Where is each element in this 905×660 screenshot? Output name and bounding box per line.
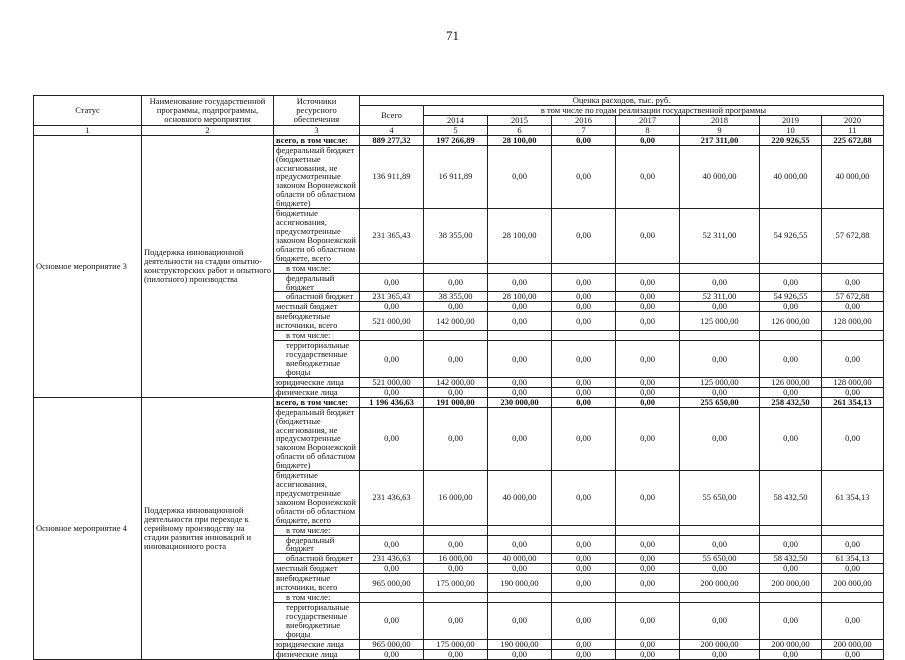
value-cell: 0,00 [616, 273, 680, 292]
header-year: 2014 [424, 115, 488, 125]
value-cell: 0,00 [616, 397, 680, 407]
source-cell: внебюджетные источники, всего [274, 574, 360, 593]
value-cell: 231 436,63 [360, 471, 424, 526]
column-index: 5 [424, 125, 488, 135]
value-cell: 0,00 [424, 535, 488, 554]
value-cell: 0,00 [616, 603, 680, 640]
value-cell: 0,00 [360, 603, 424, 640]
value-cell [488, 593, 552, 603]
value-cell: 0,00 [552, 312, 616, 331]
value-cell: 0,00 [680, 649, 760, 659]
value-cell: 197 266,89 [424, 135, 488, 145]
value-cell: 0,00 [360, 302, 424, 312]
value-cell: 225 672,88 [822, 135, 884, 145]
value-cell: 175 000,00 [424, 639, 488, 649]
value-cell: 0,00 [760, 564, 822, 574]
value-cell: 0,00 [360, 649, 424, 659]
column-index: 6 [488, 125, 552, 135]
value-cell: 125 000,00 [680, 312, 760, 331]
value-cell: 191 000,00 [424, 397, 488, 407]
value-cell: 16 911,89 [424, 145, 488, 208]
value-cell: 40 000,00 [822, 145, 884, 208]
value-cell: 128 000,00 [822, 377, 884, 387]
value-cell: 126 000,00 [760, 312, 822, 331]
value-cell: 58 432,50 [760, 471, 822, 526]
value-cell: 258 432,50 [760, 397, 822, 407]
source-cell: областной бюджет [274, 554, 360, 564]
value-cell: 0,00 [552, 292, 616, 302]
header-estimate: Оценка расходов, тыс. руб. [360, 96, 884, 106]
value-cell: 0,00 [760, 387, 822, 397]
value-cell: 0,00 [488, 312, 552, 331]
value-cell: 1 196 436,63 [360, 397, 424, 407]
source-cell: местный бюджет [274, 302, 360, 312]
value-cell: 200 000,00 [760, 574, 822, 593]
value-cell [488, 263, 552, 273]
value-cell: 0,00 [760, 407, 822, 470]
source-cell: всего, в том числе: [274, 397, 360, 407]
value-cell: 200 000,00 [680, 574, 760, 593]
value-cell: 57 672,88 [822, 209, 884, 264]
value-cell: 0,00 [424, 603, 488, 640]
value-cell: 0,00 [424, 649, 488, 659]
value-cell: 0,00 [616, 564, 680, 574]
value-cell [552, 331, 616, 341]
value-cell: 0,00 [616, 312, 680, 331]
value-cell: 0,00 [360, 341, 424, 378]
value-cell: 0,00 [822, 273, 884, 292]
value-cell: 0,00 [552, 302, 616, 312]
value-cell [680, 331, 760, 341]
value-cell: 0,00 [424, 302, 488, 312]
value-cell [760, 593, 822, 603]
header-name: Наименование государственной программы, подпрограммы, основного мероприятия [142, 96, 274, 126]
value-cell: 0,00 [616, 387, 680, 397]
value-cell: 38 355,00 [424, 292, 488, 302]
value-cell [360, 593, 424, 603]
value-cell: 0,00 [360, 273, 424, 292]
header-year: 2017 [616, 115, 680, 125]
value-cell: 0,00 [680, 535, 760, 554]
value-cell: 0,00 [822, 564, 884, 574]
value-cell: 0,00 [680, 407, 760, 470]
value-cell: 965 000,00 [360, 639, 424, 649]
value-cell: 0,00 [488, 377, 552, 387]
value-cell: 0,00 [760, 302, 822, 312]
value-cell [616, 263, 680, 273]
value-cell: 0,00 [552, 273, 616, 292]
value-cell: 0,00 [616, 341, 680, 378]
table-row [34, 397, 884, 407]
budget-table [33, 95, 884, 660]
value-cell [424, 331, 488, 341]
value-cell: 200 000,00 [822, 639, 884, 649]
value-cell [760, 331, 822, 341]
source-cell: в том числе: [274, 263, 360, 273]
value-cell: 126 000,00 [760, 377, 822, 387]
value-cell: 0,00 [552, 341, 616, 378]
value-cell: 0,00 [424, 273, 488, 292]
value-cell: 0,00 [488, 341, 552, 378]
value-cell: 0,00 [760, 603, 822, 640]
source-cell: в том числе: [274, 331, 360, 341]
source-cell: федеральный бюджет (бюджетные ассигнования, не предусмотренные законом Воронежской области об областном бюджете) [274, 407, 360, 470]
value-cell: 220 926,55 [760, 135, 822, 145]
value-cell [424, 263, 488, 273]
value-cell: 0,00 [760, 341, 822, 378]
value-cell: 0,00 [488, 564, 552, 574]
value-cell: 16 000,00 [424, 471, 488, 526]
value-cell: 0,00 [616, 407, 680, 470]
value-cell [424, 525, 488, 535]
status-cell: Основное мероприятие 3 [34, 135, 142, 397]
value-cell: 55 650,00 [680, 554, 760, 564]
header-by-year: в том числе по годам реализации государственной программы [424, 105, 884, 115]
value-cell: 38 355,00 [424, 209, 488, 264]
value-cell: 0,00 [822, 649, 884, 659]
value-cell: 175 000,00 [424, 574, 488, 593]
source-cell: юридические лица [274, 377, 360, 387]
value-cell: 128 000,00 [822, 312, 884, 331]
value-cell: 58 432,50 [760, 554, 822, 564]
value-cell: 231 365,43 [360, 209, 424, 264]
value-cell: 55 650,00 [680, 471, 760, 526]
column-index: 10 [760, 125, 822, 135]
value-cell: 0,00 [552, 574, 616, 593]
column-index: 1 [34, 125, 142, 135]
header-year: 2020 [822, 115, 884, 125]
value-cell: 200 000,00 [760, 639, 822, 649]
value-cell: 61 354,13 [822, 554, 884, 564]
value-cell: 0,00 [760, 649, 822, 659]
value-cell [760, 525, 822, 535]
value-cell: 0,00 [552, 554, 616, 564]
header-status: Статус [34, 96, 142, 126]
status-cell: Основное мероприятие 4 [34, 397, 142, 659]
value-cell: 0,00 [552, 535, 616, 554]
value-cell: 0,00 [552, 377, 616, 387]
column-index: 4 [360, 125, 424, 135]
value-cell: 0,00 [616, 135, 680, 145]
value-cell: 40 000,00 [488, 554, 552, 564]
value-cell: 142 000,00 [424, 312, 488, 331]
source-cell: территориальные государственные внебюджетные фонды [274, 603, 360, 640]
value-cell [616, 331, 680, 341]
source-cell: в том числе: [274, 525, 360, 535]
value-cell: 0,00 [424, 407, 488, 470]
value-cell [616, 593, 680, 603]
value-cell: 0,00 [616, 649, 680, 659]
value-cell: 40 000,00 [680, 145, 760, 208]
value-cell [488, 525, 552, 535]
value-cell: 142 000,00 [424, 377, 488, 387]
value-cell [552, 593, 616, 603]
value-cell: 0,00 [616, 209, 680, 264]
column-index: 7 [552, 125, 616, 135]
source-cell: бюджетные ассигнования, предусмотренные законом Воронежской области об областном бюджете, всего [274, 209, 360, 264]
header-year: 2015 [488, 115, 552, 125]
value-cell: 136 911,89 [360, 145, 424, 208]
value-cell: 0,00 [680, 603, 760, 640]
value-cell: 0,00 [680, 564, 760, 574]
value-cell: 57 672,88 [822, 292, 884, 302]
value-cell: 0,00 [360, 387, 424, 397]
value-cell: 0,00 [822, 341, 884, 378]
value-cell [680, 525, 760, 535]
value-cell: 0,00 [616, 302, 680, 312]
value-cell [680, 593, 760, 603]
value-cell: 217 311,00 [680, 135, 760, 145]
value-cell [822, 593, 884, 603]
header-year: 2016 [552, 115, 616, 125]
value-cell: 200 000,00 [680, 639, 760, 649]
source-cell: территориальные государственные внебюджетные фонды [274, 341, 360, 378]
source-cell: федеральный бюджет [274, 535, 360, 554]
value-cell: 0,00 [488, 649, 552, 659]
column-index: 2 [142, 125, 274, 135]
value-cell: 0,00 [760, 535, 822, 554]
value-cell: 0,00 [616, 471, 680, 526]
value-cell: 0,00 [488, 273, 552, 292]
value-cell [680, 263, 760, 273]
source-cell: федеральный бюджет (бюджетные ассигнования, не предусмотренные законом Воронежской области об областном бюджете) [274, 145, 360, 208]
column-index: 11 [822, 125, 884, 135]
value-cell: 52 311,00 [680, 209, 760, 264]
source-cell: областной бюджет [274, 292, 360, 302]
value-cell: 52 311,00 [680, 292, 760, 302]
source-cell: всего, в том числе: [274, 135, 360, 145]
value-cell [488, 331, 552, 341]
source-cell: бюджетные ассигнования, предусмотренные законом Воронежской области об областном бюджете, всего [274, 471, 360, 526]
value-cell: 61 354,13 [822, 471, 884, 526]
value-cell: 0,00 [552, 471, 616, 526]
header-year: 2018 [680, 115, 760, 125]
value-cell: 40 000,00 [760, 145, 822, 208]
source-cell: физические лица [274, 387, 360, 397]
measure-name-cell: Поддержка инновационной деятельности на стадии опытно-конструкторских работ и опытного (пилотного) производства [142, 135, 274, 397]
value-cell: 0,00 [616, 292, 680, 302]
value-cell: 0,00 [822, 535, 884, 554]
value-cell: 16 000,00 [424, 554, 488, 564]
value-cell: 965 000,00 [360, 574, 424, 593]
column-index: 3 [274, 125, 360, 135]
column-index: 9 [680, 125, 760, 135]
value-cell: 0,00 [552, 564, 616, 574]
value-cell: 231 365,43 [360, 292, 424, 302]
value-cell: 521 000,00 [360, 377, 424, 387]
value-cell: 0,00 [360, 535, 424, 554]
value-cell: 0,00 [552, 639, 616, 649]
value-cell: 889 277,32 [360, 135, 424, 145]
value-cell: 0,00 [552, 649, 616, 659]
value-cell: 230 000,00 [488, 397, 552, 407]
value-cell [552, 525, 616, 535]
header-sources: Источники ресурсного обеспечения [274, 96, 360, 126]
value-cell [360, 331, 424, 341]
source-cell: в том числе: [274, 593, 360, 603]
value-cell [552, 263, 616, 273]
value-cell [424, 593, 488, 603]
value-cell [360, 263, 424, 273]
value-cell: 0,00 [680, 273, 760, 292]
value-cell [760, 263, 822, 273]
value-cell: 0,00 [424, 341, 488, 378]
value-cell: 0,00 [360, 564, 424, 574]
table-body [34, 135, 884, 659]
value-cell: 54 926,55 [760, 292, 822, 302]
value-cell: 0,00 [616, 535, 680, 554]
value-cell: 0,00 [616, 574, 680, 593]
source-cell: местный бюджет [274, 564, 360, 574]
value-cell [822, 525, 884, 535]
source-cell: физические лица [274, 649, 360, 659]
value-cell: 0,00 [488, 387, 552, 397]
value-cell: 0,00 [616, 639, 680, 649]
value-cell: 28 100,00 [488, 209, 552, 264]
header-total: Всего [360, 105, 424, 125]
value-cell: 0,00 [616, 377, 680, 387]
value-cell: 0,00 [552, 387, 616, 397]
value-cell: 0,00 [680, 387, 760, 397]
value-cell: 0,00 [424, 564, 488, 574]
value-cell: 0,00 [822, 603, 884, 640]
value-cell: 0,00 [488, 535, 552, 554]
value-cell: 0,00 [552, 603, 616, 640]
value-cell: 54 926,55 [760, 209, 822, 264]
value-cell: 0,00 [488, 302, 552, 312]
source-cell: федеральный бюджет [274, 273, 360, 292]
value-cell: 40 000,00 [488, 471, 552, 526]
source-cell: юридические лица [274, 639, 360, 649]
value-cell: 255 650,00 [680, 397, 760, 407]
value-cell: 261 354,13 [822, 397, 884, 407]
value-cell: 0,00 [760, 273, 822, 292]
value-cell: 0,00 [822, 407, 884, 470]
value-cell: 0,00 [822, 302, 884, 312]
value-cell: 125 000,00 [680, 377, 760, 387]
value-cell: 28 100,00 [488, 292, 552, 302]
value-cell: 0,00 [488, 603, 552, 640]
value-cell: 0,00 [552, 209, 616, 264]
value-cell: 190 000,00 [488, 574, 552, 593]
value-cell: 0,00 [552, 145, 616, 208]
value-cell: 0,00 [424, 387, 488, 397]
value-cell: 200 000,00 [822, 574, 884, 593]
table-row [34, 135, 884, 145]
value-cell: 0,00 [552, 407, 616, 470]
value-cell: 0,00 [822, 387, 884, 397]
value-cell [822, 263, 884, 273]
page-number: 71 [446, 28, 459, 43]
value-cell: 231 436,63 [360, 554, 424, 564]
value-cell [616, 525, 680, 535]
value-cell: 0,00 [616, 145, 680, 208]
value-cell: 190 000,00 [488, 639, 552, 649]
value-cell: 0,00 [680, 302, 760, 312]
source-cell: внебюджетные источники, всего [274, 312, 360, 331]
column-index: 8 [616, 125, 680, 135]
value-cell: 0,00 [680, 341, 760, 378]
value-cell: 0,00 [488, 407, 552, 470]
header-year: 2019 [760, 115, 822, 125]
measure-name-cell: Поддержка инновационной деятельности при переходе к серийному производству на стадии развития инноваций и инновационного роста [142, 397, 274, 659]
value-cell: 28 100,00 [488, 135, 552, 145]
value-cell: 0,00 [488, 145, 552, 208]
value-cell: 0,00 [552, 135, 616, 145]
value-cell: 0,00 [552, 397, 616, 407]
value-cell [360, 525, 424, 535]
value-cell [822, 331, 884, 341]
value-cell: 0,00 [360, 407, 424, 470]
value-cell: 0,00 [616, 554, 680, 564]
value-cell: 521 000,00 [360, 312, 424, 331]
